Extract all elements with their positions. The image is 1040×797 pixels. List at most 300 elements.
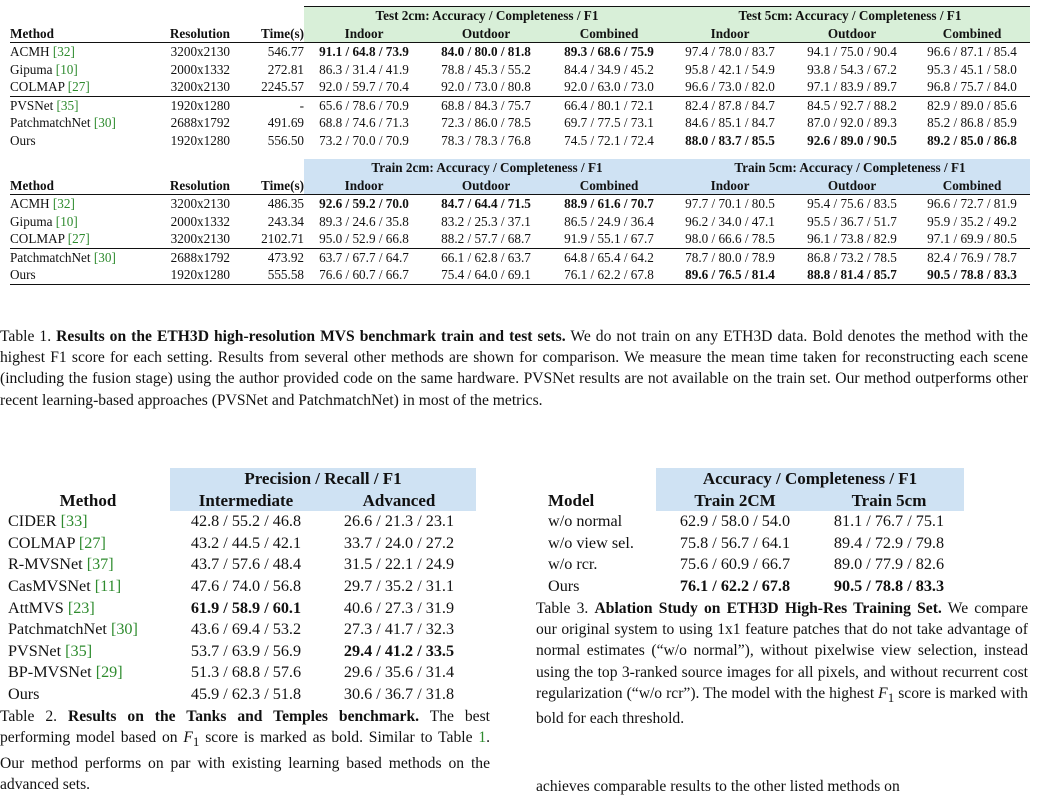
table-reference-link[interactable]: 1: [478, 729, 487, 747]
metric-value: 76.6 / 60.7 / 66.7: [319, 267, 409, 282]
method-name: COLMAP: [10, 79, 65, 94]
metric-value: 89.6 / 76.5 / 81.4: [685, 267, 775, 282]
method-name-cell: [10, 114, 148, 132]
f1-subscript: 1: [887, 689, 895, 705]
method-name: ACMH: [10, 196, 50, 211]
table-row: [10, 213, 1030, 231]
metric-value: 66.4 / 80.1 / 72.1: [564, 97, 654, 113]
metric-value: 75.4 / 64.0 / 69.1: [441, 267, 531, 282]
metric-cell: [790, 78, 914, 96]
method-name: Ours: [10, 267, 36, 282]
method-name-cell: [10, 132, 148, 150]
method-name: Ours: [8, 684, 40, 703]
metric-cell: [790, 248, 914, 266]
test-2cm-group-header: Test 2cm: Accuracy / Completeness / F1: [304, 7, 670, 25]
metric-cell: [814, 533, 964, 555]
method-name: Ours: [10, 132, 36, 148]
f1-subscript: 1: [192, 734, 200, 750]
metric-value: 43.7 / 57.6 / 48.4: [190, 555, 302, 574]
metric-cell: [670, 266, 790, 284]
metric-value: 75.8 / 56.7 / 64.1: [679, 533, 791, 552]
table-row: [6, 662, 476, 684]
metric-value: 72.3 / 86.0 / 78.5: [441, 115, 531, 130]
metric-value: 92.0 / 63.0 / 73.0: [564, 79, 654, 94]
table-row: [10, 78, 1030, 96]
caption-body: . Our method performs on par with existing learning based methods on the advanced sets.: [0, 729, 491, 793]
metric-value: 84.5 / 92.7 / 88.2: [807, 97, 897, 113]
metric-value: 97.7 / 70.1 / 80.5: [685, 196, 775, 211]
time-cell: 486.35: [267, 196, 304, 211]
resolution-cell: 1920x1280: [170, 132, 230, 148]
metric-cell: [424, 78, 548, 96]
metric-value: 76.1 / 62.2 / 67.8: [679, 576, 791, 595]
caption-body: We do not train on any ETH3D data. Bold denotes the method with the highest F1 score for each setting. Results from several other methods are shown for comparison. We measure the mean time taken for reconstructing each scene (including the fusion stage) using the author provided code on the same hardware. PVSNet results are not available on the train set. Our method outperforms other recent learning-based approaches (PVSNet and PatchmatchNet) in most of the metrics.: [0, 328, 1028, 409]
metric-cell: [304, 248, 424, 266]
metric-value: 89.0 / 77.9 / 82.6: [833, 555, 945, 574]
method-name-cell: [6, 554, 170, 576]
metric-cell: [548, 96, 670, 114]
method-name-cell: [548, 511, 656, 533]
method-name: w/o normal: [548, 512, 623, 531]
combined-column-header: Combined: [914, 25, 1030, 43]
metric-cell: [790, 96, 914, 114]
method-name-cell: [10, 248, 148, 266]
metric-cell: [670, 114, 790, 132]
metric-value: 82.4 / 87.8 / 84.7: [685, 97, 775, 113]
metric-value: 30.6 / 36.7 / 31.8: [343, 684, 455, 703]
metric-value: 47.6 / 74.0 / 56.8: [190, 576, 302, 595]
citation-link[interactable]: [30]: [93, 249, 116, 265]
table2-column-header-row: [6, 490, 476, 512]
metric-cell: [322, 619, 476, 641]
metric-cell: [670, 43, 790, 61]
citation-link[interactable]: [27]: [78, 533, 106, 552]
metric-cell: [790, 132, 914, 150]
metric-cell: [548, 266, 670, 284]
metric-value: 64.8 / 65.4 / 64.2: [564, 249, 654, 265]
table1-caption: [0, 326, 1028, 411]
metric-cell: [304, 266, 424, 284]
outdoor-column-header: Outdoor: [790, 25, 914, 43]
table-row: [10, 230, 1030, 248]
metric-value: 61.9 / 58.9 / 60.1: [190, 598, 302, 617]
metric-cell: [814, 511, 964, 533]
combined-column-header: Combined: [548, 25, 670, 43]
outdoor-column-header: Outdoor: [424, 25, 548, 43]
method-name: PVSNet: [10, 97, 54, 113]
caption-title: Results on the ETH3D high-resolution MVS benchmark train and test sets.: [56, 328, 566, 345]
resolution-cell: 3200x2130: [170, 196, 230, 211]
time-cell: 546.77: [267, 44, 304, 59]
metric-cell: [170, 576, 322, 598]
metric-cell: [304, 43, 424, 61]
metric-value: 86.5 / 24.9 / 36.4: [564, 213, 654, 229]
metric-cell: [814, 576, 964, 598]
metric-cell: [322, 598, 476, 620]
metric-value: 78.7 / 80.0 / 78.9: [685, 249, 775, 265]
metric-value: 96.6 / 72.7 / 81.9: [927, 196, 1017, 211]
resolution-cell: 2000x1332: [170, 213, 230, 229]
time-column-header: Time(s): [261, 177, 304, 193]
metric-value: 90.5 / 78.8 / 83.3: [833, 576, 945, 595]
metric-value: 92.6 / 89.0 / 90.5: [807, 132, 897, 148]
metric-value: 91.9 / 55.1 / 67.7: [564, 231, 654, 246]
resolution-cell: 3200x2130: [170, 44, 230, 59]
table1-column-header-row: [10, 25, 1030, 43]
citation-link[interactable]: [29]: [95, 663, 123, 682]
metric-value: 66.1 / 62.8 / 63.7: [441, 249, 531, 265]
citation-link[interactable]: [35]: [65, 641, 93, 660]
table-row: [10, 96, 1030, 114]
resolution-cell: 3200x2130: [170, 231, 230, 246]
metric-value: 53.7 / 63.9 / 56.9: [190, 641, 302, 660]
table3-group-header-row: [548, 468, 964, 490]
citation-link[interactable]: [33]: [60, 512, 88, 531]
metric-cell: [548, 213, 670, 231]
table-row: [10, 43, 1030, 61]
table-row: [10, 61, 1030, 79]
metric-value: 84.7 / 64.4 / 71.5: [441, 196, 531, 211]
table-row: [10, 248, 1030, 266]
metric-value: 68.8 / 84.3 / 75.7: [441, 97, 531, 113]
method-name-cell: [6, 598, 170, 620]
metric-cell: [548, 78, 670, 96]
metric-value: 95.0 / 52.9 / 66.8: [319, 231, 409, 246]
method-name-cell: [10, 195, 148, 213]
resolution-cell: 1920x1280: [170, 267, 230, 282]
precision-recall-group-header: Precision / Recall / F1: [170, 468, 476, 490]
metric-value: 69.7 / 77.5 / 73.1: [564, 115, 654, 130]
metric-value: 29.6 / 35.6 / 31.4: [343, 663, 455, 682]
time-cell: 272.81: [267, 61, 304, 77]
metric-cell: [304, 61, 424, 79]
metric-value: 31.5 / 22.1 / 24.9: [343, 555, 455, 574]
method-name: w/o rcr.: [548, 555, 598, 574]
metric-cell: [304, 213, 424, 231]
metric-cell: [914, 43, 1030, 61]
table-row: [548, 533, 964, 555]
metric-value: 83.2 / 25.3 / 37.1: [441, 213, 531, 229]
metric-cell: [914, 61, 1030, 79]
method-name: ACMH: [10, 44, 50, 59]
method-name-cell: [6, 533, 170, 555]
indoor-column-header: Indoor: [304, 25, 424, 43]
method-name: PatchmatchNet: [10, 115, 91, 130]
resolution-cell: 2000x1332: [170, 61, 230, 77]
metric-value: 90.5 / 78.8 / 83.3: [927, 267, 1017, 282]
table3-column-header-row: [548, 490, 964, 512]
advanced-column-header: Advanced: [322, 490, 476, 512]
time-cell: -: [299, 97, 304, 113]
metric-cell: [914, 114, 1030, 132]
outdoor-column-header: Outdoor: [424, 177, 548, 195]
metric-cell: [424, 266, 548, 284]
time-cell: 2245.57: [261, 79, 304, 94]
table3-rows: [548, 511, 964, 597]
metric-cell: [670, 230, 790, 248]
metric-value: 88.9 / 61.6 / 70.7: [564, 196, 654, 211]
table-row: [6, 576, 476, 598]
table2-group-header-row: [6, 468, 476, 490]
time-cell: 243.34: [267, 213, 304, 229]
table-row: [548, 576, 964, 598]
method-name: CasMVSNet: [8, 576, 91, 595]
metric-cell: [304, 96, 424, 114]
method-name-cell: [10, 213, 148, 231]
metric-value: 92.0 / 59.7 / 70.4: [319, 79, 409, 94]
metric-cell: [170, 511, 322, 533]
metric-value: 29.4 / 41.2 / 33.5: [343, 641, 455, 660]
metric-value: 29.7 / 35.2 / 31.1: [343, 576, 455, 595]
citation-link[interactable]: [10]: [55, 213, 78, 229]
metric-value: 78.8 / 45.3 / 55.2: [441, 61, 531, 77]
metric-value: 82.4 / 76.9 / 78.7: [927, 249, 1017, 265]
model-column-header: Model: [548, 490, 595, 510]
time-cell: 473.92: [267, 249, 304, 265]
metric-cell: [814, 554, 964, 576]
citation-link[interactable]: [23]: [67, 598, 95, 617]
time-column-header: Time(s): [261, 25, 304, 41]
table-tanks-temples: [6, 468, 476, 706]
metric-cell: [790, 61, 914, 79]
resolution-cell: 3200x2130: [170, 79, 230, 94]
metric-value: 33.7 / 24.0 / 27.2: [343, 533, 455, 552]
f1-symbol: F: [183, 729, 193, 747]
indoor-column-header: Indoor: [304, 177, 424, 195]
metric-cell: [424, 248, 548, 266]
method-name-cell: [10, 266, 148, 284]
table-row: [548, 554, 964, 576]
metric-value: 78.3 / 78.3 / 76.8: [441, 132, 531, 148]
metric-cell: [548, 132, 670, 150]
metric-cell: [170, 662, 322, 684]
metric-value: 95.8 / 42.1 / 54.9: [685, 61, 775, 77]
metric-value: 98.0 / 66.6 / 78.5: [685, 231, 775, 246]
table-row: [6, 684, 476, 706]
metric-cell: [548, 195, 670, 213]
metric-value: 96.6 / 87.1 / 85.4: [927, 44, 1017, 59]
method-name: PVSNet: [8, 641, 62, 660]
combined-column-header: Combined: [548, 177, 670, 195]
metric-cell: [322, 684, 476, 706]
method-name-cell: [548, 576, 656, 598]
resolution-cell: 2688x1792: [170, 249, 230, 265]
citation-link[interactable]: [27]: [67, 79, 90, 94]
citation-link[interactable]: [32]: [52, 44, 75, 59]
metric-value: 89.3 / 24.6 / 35.8: [319, 213, 409, 229]
metric-value: 84.4 / 34.9 / 45.2: [564, 61, 654, 77]
metric-value: 97.4 / 78.0 / 83.7: [685, 44, 775, 59]
method-name-cell: [6, 511, 170, 533]
metric-cell: [322, 641, 476, 663]
metric-value: 43.6 / 69.4 / 53.2: [190, 620, 302, 639]
metric-value: 92.0 / 73.0 / 80.8: [441, 79, 531, 94]
metric-value: 95.9 / 35.2 / 49.2: [927, 213, 1017, 229]
metric-value: 26.6 / 21.3 / 23.1: [343, 512, 455, 531]
metric-cell: [548, 61, 670, 79]
metric-value: 86.8 / 73.2 / 78.5: [807, 249, 897, 265]
metric-cell: [424, 43, 548, 61]
caption-label: Table 1.: [0, 328, 52, 345]
metric-cell: [914, 96, 1030, 114]
body-text-line: achieves comparable results to the other listed methods on: [536, 778, 900, 795]
method-name-cell: [10, 61, 148, 79]
method-name-cell: [548, 533, 656, 555]
metric-cell: [656, 576, 814, 598]
metric-cell: [790, 230, 914, 248]
method-name: PatchmatchNet: [8, 620, 107, 639]
method-name: CIDER: [8, 512, 57, 531]
table1-train-rows: [10, 195, 1030, 285]
metric-cell: [790, 114, 914, 132]
metric-value: 92.6 / 59.2 / 70.0: [319, 196, 409, 211]
metric-value: 73.2 / 70.0 / 70.9: [319, 132, 409, 148]
metric-cell: [170, 554, 322, 576]
train-2cm-column-header: Train 2CM: [656, 490, 814, 512]
metric-value: 63.7 / 67.7 / 64.7: [319, 249, 409, 265]
citation-link[interactable]: [35]: [56, 97, 79, 113]
citation-link[interactable]: [10]: [55, 61, 78, 77]
table2-caption: [0, 706, 490, 795]
outdoor-column-header: Outdoor: [790, 177, 914, 195]
table-row: [10, 266, 1030, 284]
table-row: [6, 641, 476, 663]
method-name: R-MVSNet: [8, 555, 83, 574]
metric-value: 88.0 / 83.7 / 85.5: [685, 132, 775, 148]
metric-cell: [424, 114, 548, 132]
citation-link[interactable]: [37]: [86, 555, 114, 574]
metric-value: 84.6 / 85.1 / 84.7: [685, 115, 775, 130]
metric-value: 93.8 / 54.3 / 67.2: [807, 61, 897, 77]
time-cell: 555.58: [267, 267, 304, 282]
metric-value: 89.3 / 68.6 / 75.9: [564, 44, 654, 59]
citation-link[interactable]: [27]: [67, 231, 90, 246]
metric-value: 88.2 / 57.7 / 68.7: [441, 231, 531, 246]
time-cell: 491.69: [267, 115, 304, 130]
metric-cell: [914, 132, 1030, 150]
metric-cell: [424, 213, 548, 231]
metric-value: 68.8 / 74.6 / 71.3: [319, 115, 409, 130]
method-name-cell: [6, 641, 170, 663]
resolution-cell: 2688x1792: [170, 115, 230, 130]
metric-cell: [914, 195, 1030, 213]
test-5cm-group-header: Test 5cm: Accuracy / Completeness / F1: [670, 7, 1030, 25]
metric-value: 85.2 / 86.8 / 85.9: [927, 115, 1017, 130]
method-name-cell: [10, 96, 148, 114]
citation-link[interactable]: [30]: [93, 115, 116, 130]
metric-cell: [914, 78, 1030, 96]
table-row: [10, 132, 1030, 150]
citation-link[interactable]: [11]: [94, 576, 122, 595]
method-column-header: Method: [10, 177, 54, 193]
metric-value: 96.6 / 73.0 / 82.0: [685, 79, 775, 94]
citation-link[interactable]: [32]: [52, 196, 75, 211]
metric-cell: [670, 132, 790, 150]
metric-cell: [548, 248, 670, 266]
metric-cell: [790, 213, 914, 231]
metric-cell: [670, 61, 790, 79]
metric-cell: [790, 43, 914, 61]
caption-body: We compare our original system to using 1x1 feature patches that do not take advantage of normal estimates (“w/o normal”), without pixelwise view selection, instead using the top 3-ranked source images for all pixels, and without recurrent cost regularization (“w/o rcr”). The model with the highest: [536, 600, 1028, 702]
metric-cell: [914, 266, 1030, 284]
metric-cell: [670, 96, 790, 114]
time-cell: 556.50: [267, 132, 304, 148]
caption-body: score is marked with bold for each threshold.: [536, 684, 1028, 728]
method-name-cell: [10, 78, 148, 96]
metric-value: 62.9 / 58.0 / 54.0: [679, 512, 791, 531]
metric-cell: [322, 554, 476, 576]
metric-cell: [322, 576, 476, 598]
table-eth3d-results: [10, 6, 1030, 285]
caption-body: score is marked as bold. Similar to Table: [205, 729, 473, 747]
method-name: BP-MVSNet: [8, 663, 92, 682]
method-name-cell: [10, 43, 148, 61]
resolution-column-header: Resolution: [169, 177, 230, 193]
metric-cell: [424, 230, 548, 248]
table-row: [6, 619, 476, 641]
resolution-cell: 1920x1280: [170, 97, 230, 113]
metric-cell: [656, 554, 814, 576]
metric-value: 82.9 / 89.0 / 85.6: [927, 97, 1017, 113]
metric-cell: [548, 114, 670, 132]
method-name-cell: [10, 230, 148, 248]
metric-cell: [548, 230, 670, 248]
method-name: COLMAP: [10, 231, 65, 246]
table3-caption: [536, 598, 1028, 729]
metric-cell: [304, 132, 424, 150]
metric-value: 91.1 / 64.8 / 73.9: [319, 44, 409, 59]
metric-value: 81.1 / 76.7 / 75.1: [833, 512, 945, 531]
metric-value: 45.9 / 62.3 / 51.8: [190, 684, 302, 703]
metric-cell: [790, 266, 914, 284]
metric-cell: [304, 114, 424, 132]
indoor-column-header: Indoor: [670, 177, 790, 195]
metric-cell: [304, 230, 424, 248]
combined-column-header: Combined: [914, 177, 1030, 195]
metric-cell: [322, 533, 476, 555]
citation-link[interactable]: [30]: [110, 620, 138, 639]
metric-value: 75.6 / 60.9 / 66.7: [679, 555, 791, 574]
metric-value: 74.5 / 72.1 / 72.4: [564, 132, 654, 148]
table1-column-header-row: [10, 177, 1030, 195]
metric-cell: [914, 230, 1030, 248]
metric-cell: [322, 662, 476, 684]
metric-cell: [424, 195, 548, 213]
metric-cell: [304, 78, 424, 96]
method-name: Gipuma: [10, 213, 53, 229]
metric-value: 51.3 / 68.8 / 57.6: [190, 663, 302, 682]
metric-cell: [914, 248, 1030, 266]
train-5cm-column-header: Train 5cm: [814, 490, 964, 512]
method-name: AttMVS: [8, 598, 64, 617]
metric-cell: [548, 43, 670, 61]
table1-group-header-row: [10, 159, 1030, 177]
metric-value: 96.8 / 75.7 / 84.0: [927, 79, 1017, 94]
caption-label: Table 3.: [536, 600, 589, 617]
method-name-cell: [6, 576, 170, 598]
metric-value: 76.1 / 62.2 / 67.8: [564, 267, 654, 282]
metric-value: 97.1 / 69.9 / 80.5: [927, 231, 1017, 246]
metric-cell: [170, 684, 322, 706]
metric-cell: [656, 511, 814, 533]
metric-cell: [914, 213, 1030, 231]
metric-value: 94.1 / 75.0 / 90.4: [807, 44, 897, 59]
metric-value: 42.8 / 55.2 / 46.8: [190, 512, 302, 531]
metric-value: 96.2 / 34.0 / 47.1: [685, 213, 775, 229]
method-name: Ours: [548, 576, 580, 595]
method-name: Gipuma: [10, 61, 53, 77]
table-row: [10, 114, 1030, 132]
